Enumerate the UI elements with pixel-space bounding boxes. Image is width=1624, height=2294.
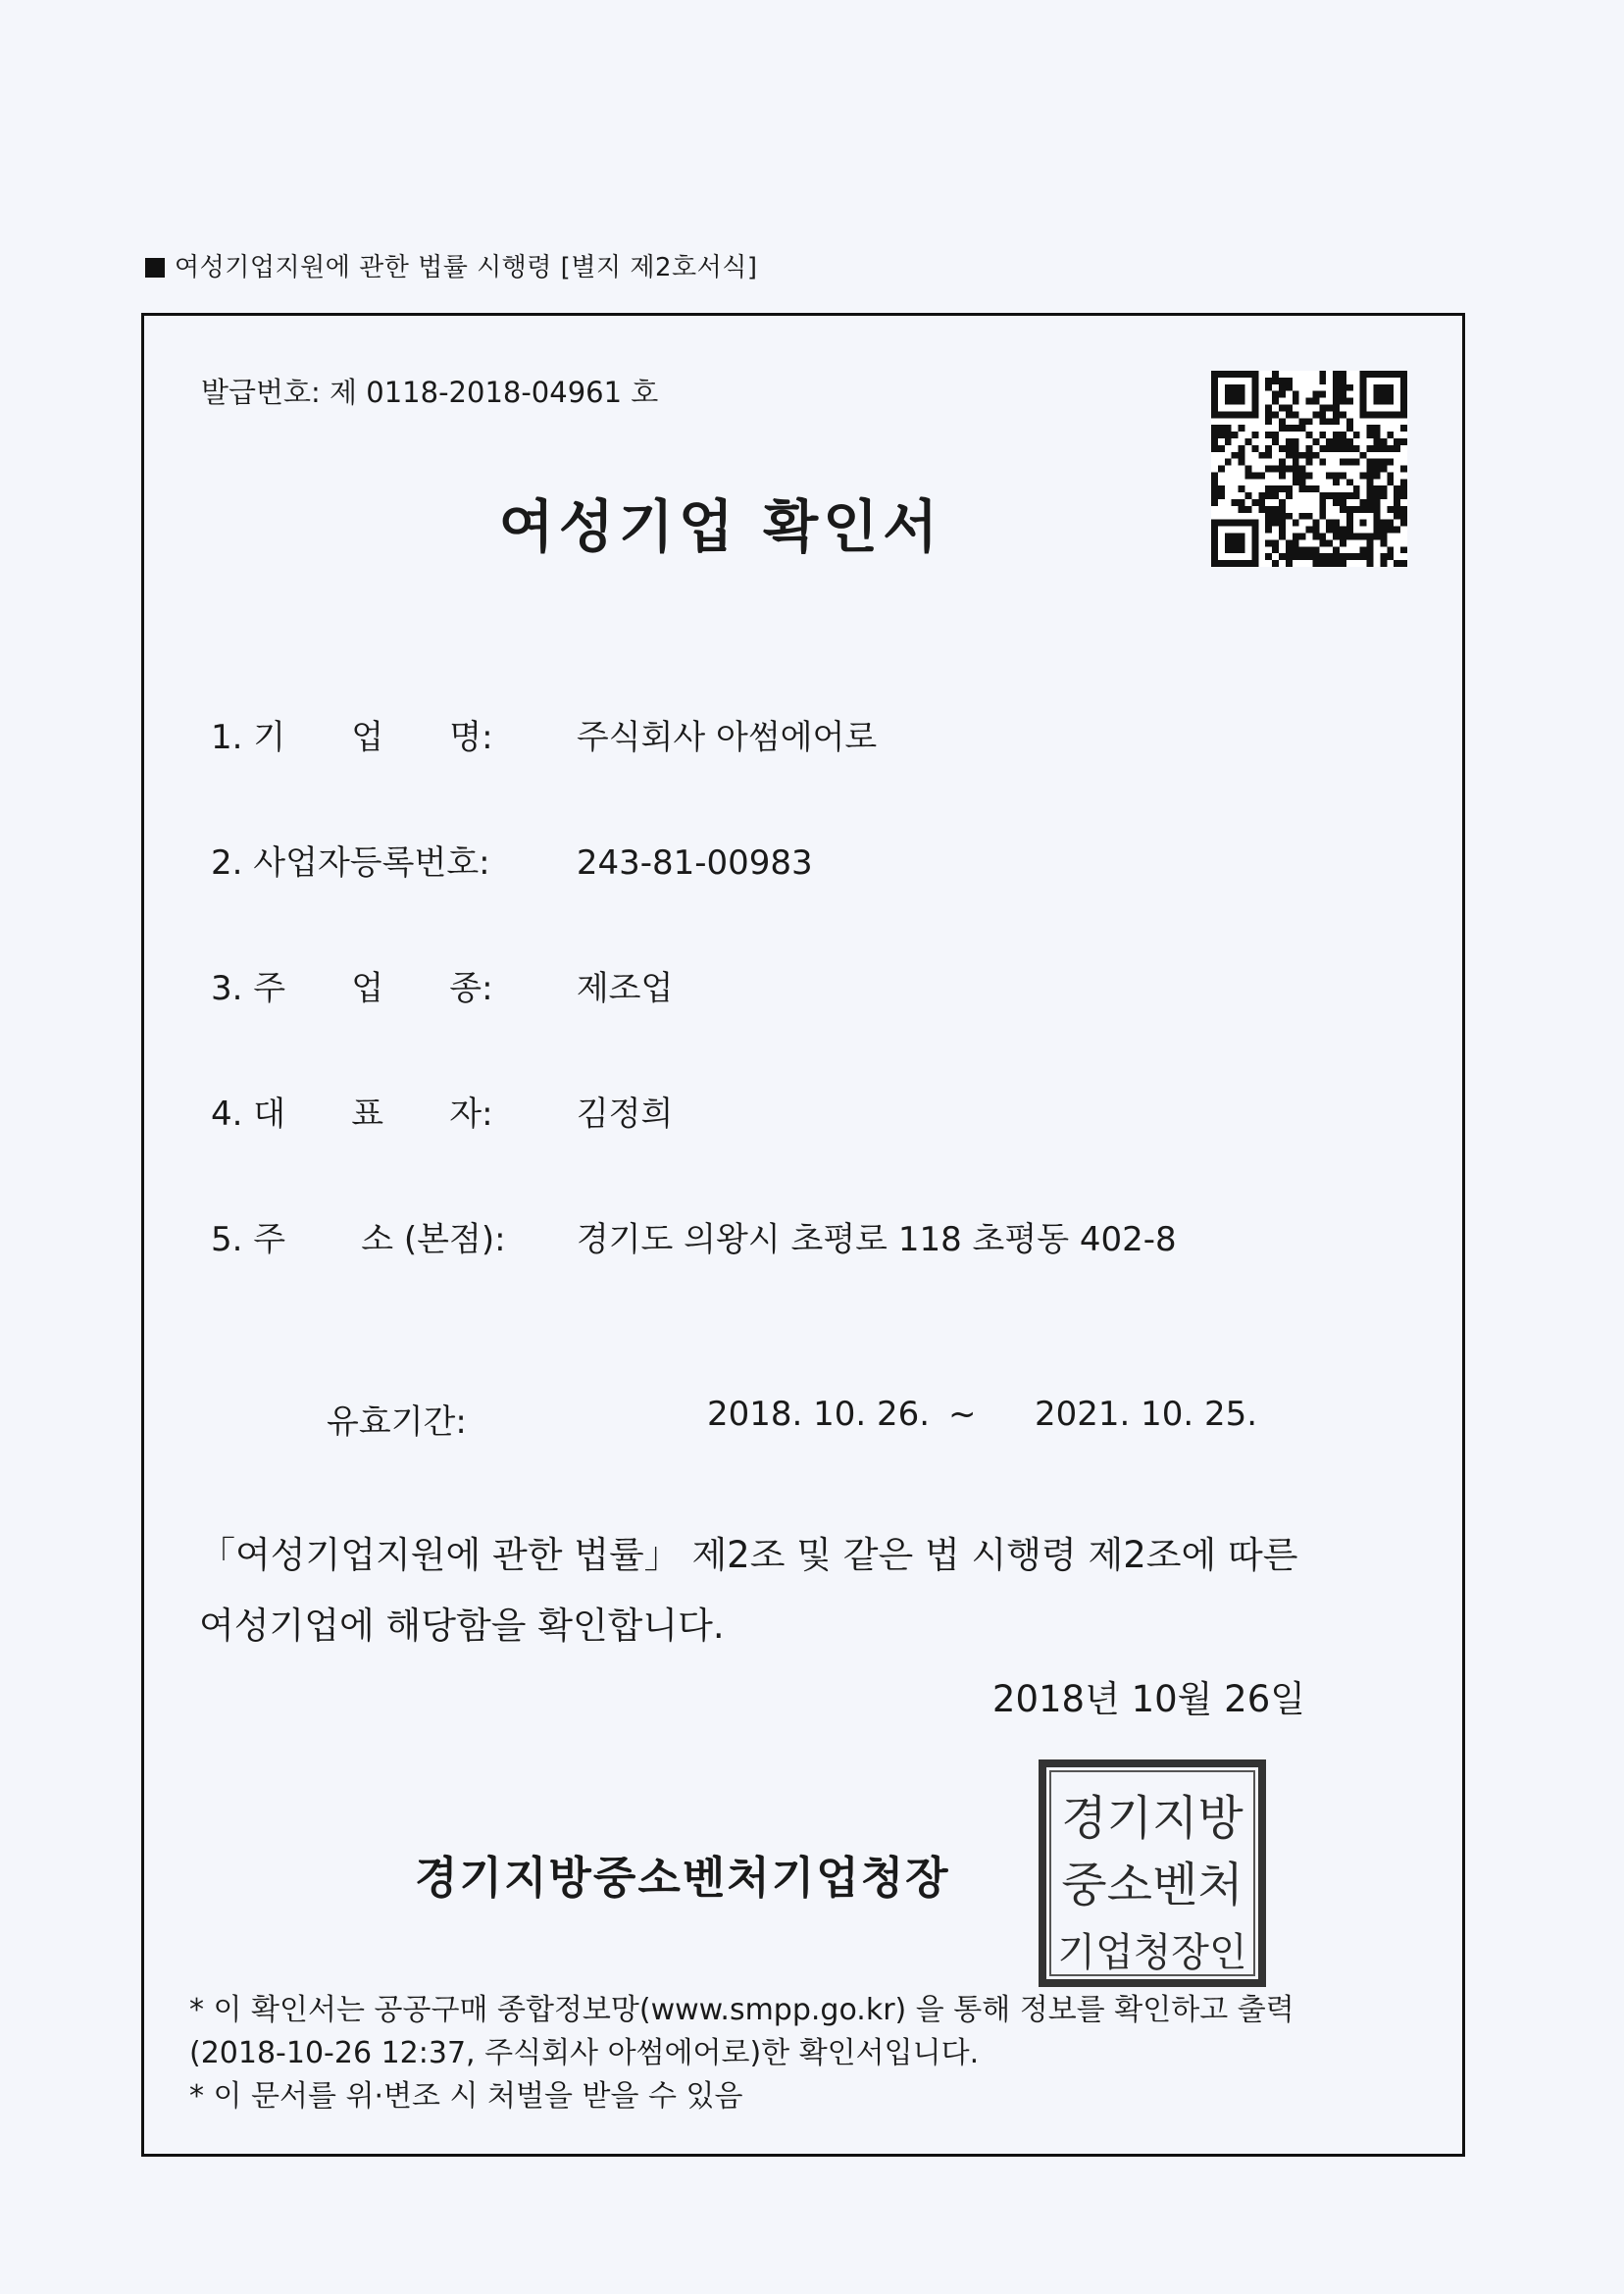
validity-from: 2018. 10. 26.	[707, 1395, 931, 1434]
square-bullet-icon	[145, 258, 165, 278]
field-business-number	[211, 836, 813, 884]
certificate-frame	[141, 313, 1465, 2157]
field-representative	[211, 1087, 673, 1135]
form-reference	[145, 247, 757, 283]
note-line: * 이 문서를 위·변조 시 처벌을 받을 수 있음	[189, 2079, 743, 2114]
form-reference-text: 여성기업지원에 관한 법률 시행령 [별지 제2호서식]	[175, 253, 758, 282]
field-label: 3. 주 업 종:	[211, 969, 493, 1008]
validity-to: 2021. 10. 25.	[1035, 1395, 1258, 1434]
footer-notes	[189, 1989, 1425, 2118]
validity-label: 유효기간:	[327, 1402, 467, 1442]
field-address	[211, 1212, 1177, 1260]
official-seal-stamp	[1037, 1758, 1268, 1989]
issuer-name: 경기지방중소벤처기업청장	[415, 1852, 950, 1904]
field-label: 5. 주 소 (본점):	[211, 1220, 506, 1259]
note-line: * 이 확인서는 공공구매 종합정보망(www.smpp.go.kr) 을 통해 정보를 확인하고 출력	[189, 1993, 1294, 2027]
seal-line: 경기지방	[1061, 1793, 1243, 1845]
validity-separator: ~	[948, 1395, 977, 1434]
seal-line: 기업청장인	[1057, 1930, 1247, 1974]
statement-line: 「여성기업지원에 관한 법률」 제2조 및 같은 법 시행령 제2조에 따른	[199, 1534, 1298, 1576]
document-title: 여성기업 확인서	[498, 493, 943, 560]
field-value: 김정희	[576, 1095, 674, 1134]
field-label: 4. 대 표 자:	[211, 1095, 493, 1134]
field-value: 243-81-00983	[576, 843, 813, 883]
field-label: 2. 사업자등록번호:	[211, 843, 490, 883]
field-main-industry	[211, 961, 673, 1009]
field-value: 경기도 의왕시 초평로 118 초평동 402-8	[576, 1220, 1177, 1259]
field-value: 제조업	[576, 969, 674, 1008]
statement-line: 여성기업에 해당함을 확인합니다.	[199, 1605, 725, 1647]
field-label: 1. 기 업 명:	[211, 718, 493, 757]
field-value: 주식회사 아썸에어로	[576, 718, 878, 757]
confirmation-statement	[199, 1520, 1376, 1661]
issue-date: 2018년 10월 26일	[991, 1678, 1305, 1720]
seal-line: 중소벤처	[1061, 1860, 1243, 1912]
field-company-name	[211, 710, 877, 758]
note-line: (2018-10-26 12:37, 주식회사 아썸에어로)한 확인서입니다.	[189, 2036, 980, 2070]
issue-number: 발급번호: 제 0118-2018-04961 호	[201, 376, 659, 409]
